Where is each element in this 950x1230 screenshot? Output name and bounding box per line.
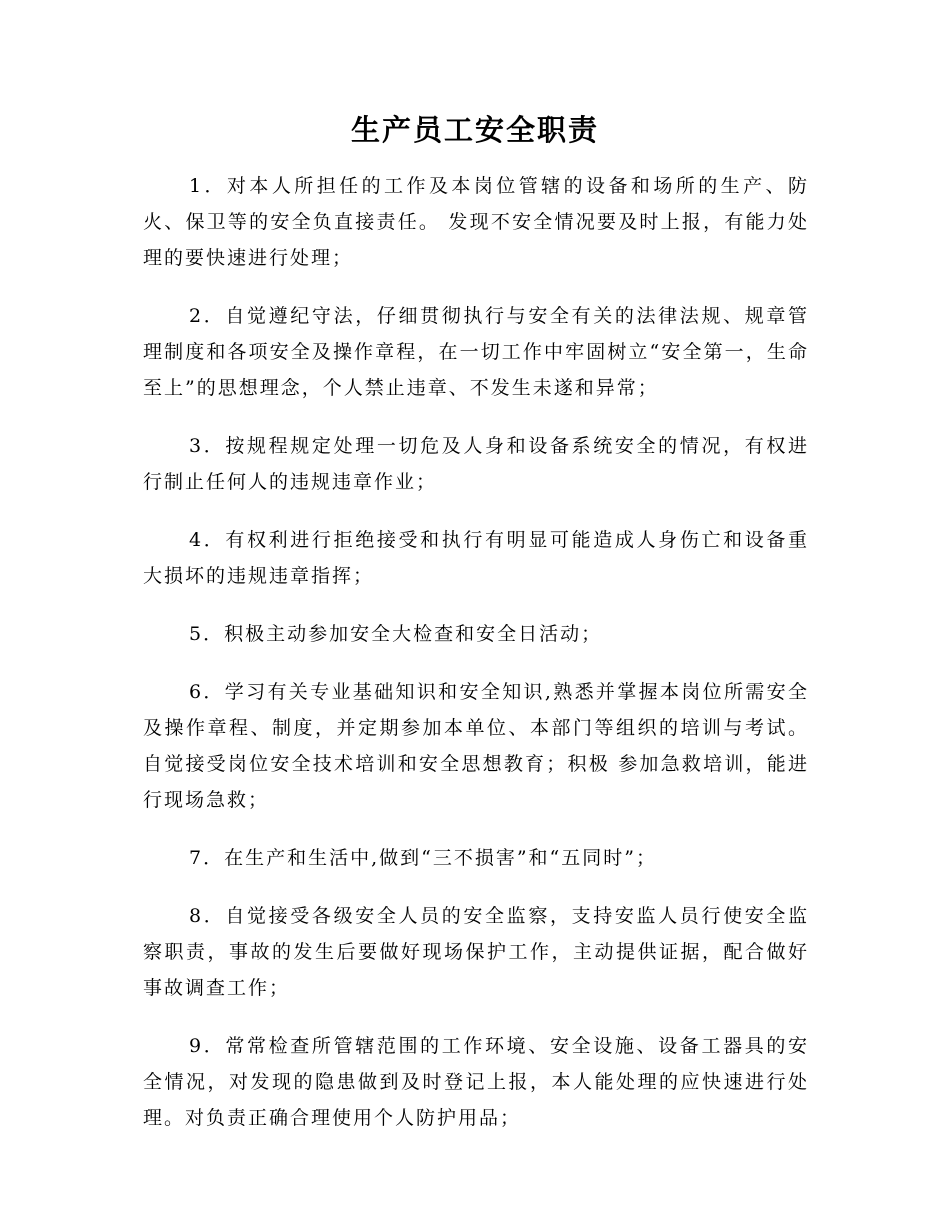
paragraph-7: 7．在生产和生活中,做到“三不损害”和“五同时”； [189,847,657,869]
paragraph-4: 4．有权利进行拒绝接受和执行有明显可能造成人身伤亡和设备重大损坏的违规违章指挥； [143,529,809,587]
paragraph-9: 9．常常检查所管辖范围的工作环境、安全设施、设备工器具的安全情况，对发现的隐患做到及时登记上报，本人能处理的应快速进行处理。对负责正确合理使用个人防护用品； [143,1035,809,1129]
paragraph-8: 8．自觉接受各级安全人员的安全监察，支持安监人员行使安全监察职责，事故的发生后要做好现场保护工作，主动提供证据，配合做好事故调查工作； [143,905,809,999]
paragraph-6: 6．学习有关专业基础知识和安全知识,熟悉并掌握本岗位所需安全及操作章程、制度，并定期参加本单位、本部门等组织的培训与考试。自觉接受岗位安全技术培训和安全思想教育；积极 参加急救培训，能进行现场急救； [143,681,809,811]
paragraph-1: 1．对本人所担任的工作及本岗位管辖的设备和场所的生产、防火、保卫等的安全负直接责任。 发现不安全情况要及时上报，有能力处理的要快速进行处理； [143,175,809,269]
document-title: 生产员工安全职责 [350,113,599,147]
paragraph-3: 3．按规程规定处理一切危及人身和设备系统安全的情况，有权进行制止任何人的违规违章作业； [143,435,809,493]
document-body [143,168,809,1158]
paragraph-5: 5．积极主动参加安全大检查和安全日活动； [189,623,603,645]
paragraph-2: 2．自觉遵纪守法，仔细贯彻执行与安全有关的法律法规、规章管理制度和各项安全及操作章程，在一切工作中牢固树立“安全第一，生命至上”的思想理念，个人禁止违章、不发生未遂和异常； [143,305,809,399]
